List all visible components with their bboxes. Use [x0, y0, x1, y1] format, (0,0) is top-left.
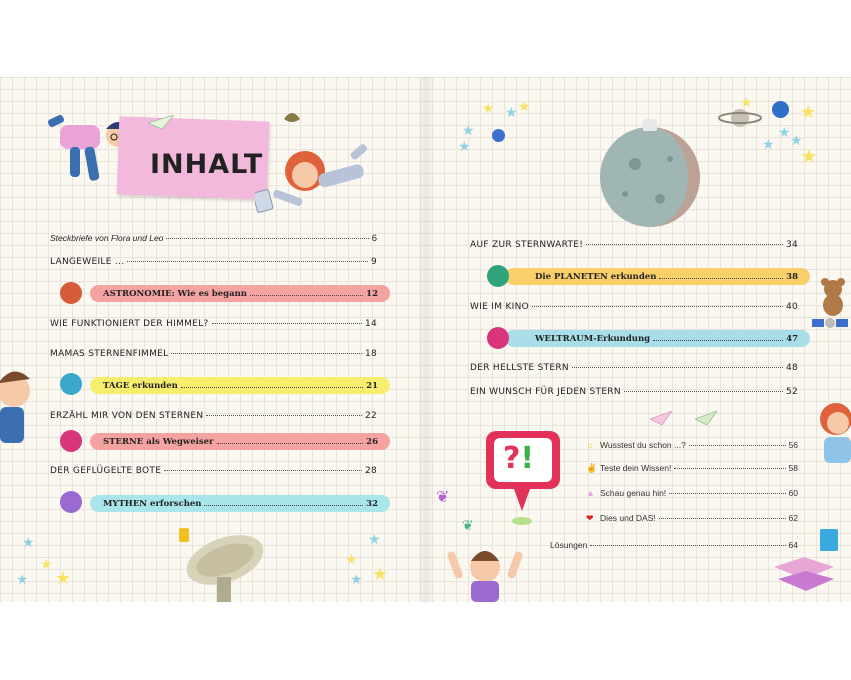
toc-page: 52	[785, 387, 798, 397]
earth-icon	[487, 265, 509, 287]
toc-entry-kino[interactable]	[470, 302, 798, 312]
toc-entry-himmel[interactable]	[50, 319, 377, 329]
toc-label: MYTHEN erforschen	[103, 498, 202, 509]
star-icon: ★	[350, 571, 363, 587]
globe-icon	[60, 373, 82, 395]
extra-label: Wusstest du schon ...?	[600, 440, 686, 450]
toc-page: 38	[786, 271, 798, 282]
toc-highlight-mythen[interactable]	[103, 495, 378, 512]
star-icon: ★	[482, 100, 495, 116]
girl-illustration	[255, 143, 380, 223]
toc-dots	[171, 353, 361, 354]
galaxy-icon	[487, 327, 509, 349]
moon-planet-illustration	[595, 119, 705, 229]
books-illustration	[768, 527, 848, 597]
toc-highlight-astronomie[interactable]	[103, 285, 378, 302]
star-icon: ★	[505, 104, 518, 120]
exclamation-mark: !	[520, 441, 535, 476]
toc-entry-sternwarte[interactable]	[470, 240, 798, 250]
toc-highlight-sterne[interactable]	[103, 433, 378, 450]
star-icon: ★	[368, 531, 381, 547]
toc-label: STERNE als Wegweiser	[103, 436, 214, 447]
star-icon: ★	[778, 124, 791, 140]
toc-dots	[689, 445, 786, 446]
toc-entry-hellste[interactable]	[470, 363, 798, 373]
solutions-label: Lösungen	[550, 540, 588, 550]
toc-dots	[127, 261, 368, 262]
toc-entry-bote[interactable]	[50, 466, 377, 476]
toc-label: EIN WUNSCH FÜR JEDEN STERN	[470, 387, 621, 397]
solutions-entry[interactable]	[550, 540, 798, 550]
solutions-page: 64	[788, 540, 798, 550]
butterfly-icon: ❦	[462, 517, 474, 533]
toc-label: WIE FUNKTIONIERT DER HIMMEL?	[50, 319, 209, 329]
toc-label: ERZÄHL MIR VON DEN STERNEN	[50, 411, 204, 421]
extra-page: 62	[788, 513, 798, 523]
star-icon: ★	[790, 132, 803, 148]
waving-kid-illustration	[445, 545, 525, 602]
toc-dots	[181, 387, 363, 388]
toc-page: 14	[364, 319, 377, 329]
teddy-bear-illustration	[818, 277, 848, 317]
toc-page: 28	[364, 466, 377, 476]
toc-dots	[206, 415, 362, 416]
toc-page: 32	[366, 498, 378, 509]
toc-highlight-weltraum[interactable]	[535, 330, 798, 347]
toc-dots	[659, 278, 783, 279]
sign-text	[503, 441, 534, 476]
star-icon: ★	[800, 102, 817, 122]
extra-entry-schau[interactable]	[586, 488, 798, 498]
toc-label: TAGE erkunden	[103, 380, 178, 391]
toc-label: AUF ZUR STERNWARTE!	[470, 240, 584, 250]
toc-highlight-planeten[interactable]	[535, 268, 798, 285]
toc-dots	[204, 505, 363, 506]
paper-plane-icon	[695, 411, 717, 425]
hand-icon: ✌	[586, 463, 598, 473]
satellite-dish-illustration	[175, 522, 275, 602]
toc-label: Steckbriefe von Flora und Leo	[50, 233, 164, 243]
question-mark: ?	[503, 441, 521, 476]
star-badge-icon	[60, 430, 82, 452]
extra-entry-wusstest[interactable]	[586, 440, 798, 450]
star-icon: ★	[22, 534, 35, 550]
star-icon: ★	[518, 98, 531, 114]
planet-icon	[60, 282, 82, 304]
star-icon: ★	[372, 564, 389, 584]
toc-page: 26	[366, 436, 378, 447]
bird-icon	[282, 109, 302, 129]
toc-label: WIE IM KINO	[470, 302, 530, 312]
toc-label: DER HELLSTE STERN	[470, 363, 569, 373]
extra-entry-dies[interactable]	[586, 513, 798, 524]
toc-dots	[164, 470, 362, 471]
toc-page: 48	[785, 363, 798, 373]
satellite-icon	[812, 313, 848, 333]
toc-page: 22	[364, 411, 377, 421]
extra-page: 58	[788, 463, 798, 473]
star-icon: ★	[740, 94, 753, 110]
extra-label: Teste dein Wissen!	[600, 463, 672, 473]
paper-plane-icon	[148, 115, 174, 129]
mythology-icon	[60, 491, 82, 513]
toc-dots	[590, 545, 785, 546]
toc-label: ASTRONOMIE: Wie es begann	[103, 288, 247, 299]
toc-dots	[653, 340, 783, 341]
small-planet-icon	[492, 129, 505, 142]
star-icon: ★	[40, 556, 53, 572]
toc-page: 6	[371, 233, 377, 244]
page-title: INHALT	[150, 149, 264, 180]
extra-label: Schau genau hin!	[600, 488, 667, 498]
toc-page: 40	[785, 302, 798, 312]
book-spread	[0, 77, 851, 602]
toc-entry-wunsch[interactable]	[470, 387, 798, 397]
toc-page: 9	[370, 257, 377, 267]
heart-icon: ❤	[586, 513, 594, 523]
star-icon: ★	[16, 571, 29, 587]
toc-dots	[572, 367, 783, 368]
toc-entry-steckbriefe[interactable]	[50, 233, 377, 244]
toc-dots	[659, 518, 786, 519]
toc-page: 18	[364, 349, 377, 359]
extra-page: 60	[788, 488, 798, 498]
toc-page: 47	[786, 333, 798, 344]
toc-dots	[217, 443, 364, 444]
toc-dots	[212, 323, 362, 324]
star-icon: ★	[800, 146, 818, 168]
toc-page: 12	[366, 288, 378, 299]
toc-entry-sternenfimmel[interactable]	[50, 349, 377, 359]
toc-dots	[166, 238, 368, 239]
toc-label: MAMAS STERNENFIMMEL	[50, 349, 169, 359]
star-icon: ★	[458, 138, 471, 154]
paper-plane-icon	[650, 411, 672, 425]
toc-label: Die PLANETEN erkunden	[535, 271, 657, 282]
planet-icon	[772, 101, 789, 118]
star-icon: ★	[762, 136, 775, 152]
peeking-kid-illustration	[0, 367, 40, 447]
butterfly-icon: ❦	[436, 489, 450, 506]
toc-label: WELTRAUM-Erkundung	[535, 333, 651, 344]
sun-icon: ☼	[586, 440, 595, 450]
toc-dots	[250, 295, 363, 296]
star-icon: ★	[345, 551, 358, 567]
toc-page: 34	[785, 240, 798, 250]
toc-entry-langeweile[interactable]	[50, 257, 377, 267]
peeking-girl-illustration	[808, 397, 851, 467]
triangle-icon: ▲	[586, 488, 595, 498]
toc-dots	[624, 391, 783, 392]
toc-dots	[532, 306, 783, 307]
star-icon: ★	[55, 568, 72, 588]
extra-entry-teste[interactable]	[586, 463, 798, 474]
page-gutter	[418, 77, 434, 602]
toc-page: 21	[366, 380, 378, 391]
toc-dots	[669, 493, 785, 494]
star-icon: ★	[462, 122, 475, 138]
extra-label: Dies und DAS!	[600, 513, 656, 523]
toc-entry-erzaehl[interactable]	[50, 411, 377, 421]
toc-highlight-tage[interactable]	[103, 377, 378, 394]
toc-label: LANGEWEILE ...	[50, 257, 125, 267]
toc-dots	[586, 244, 783, 245]
toc-dots	[674, 468, 785, 469]
toc-label: DER GEFLÜGELTE BOTE	[50, 466, 162, 476]
extra-page: 56	[788, 440, 798, 450]
